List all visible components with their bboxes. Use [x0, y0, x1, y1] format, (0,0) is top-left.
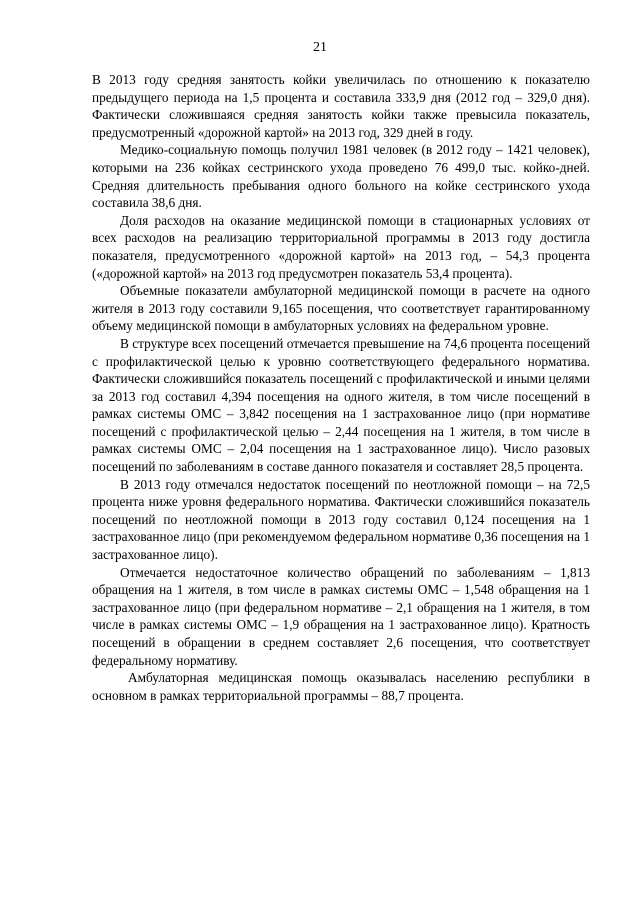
paragraph-outpatient-volume: Объемные показатели амбулаторной медицинской помощи в расчете на одного жителя в 2013 году составили 9,165 посещения, что соответствует гарантированному объему медицинской помощи в амбулаторных условиях на федеральном уровне.	[92, 283, 590, 334]
paragraph-inpatient-expenses: Доля расходов на оказание медицинской помощи в стационарных условиях от всех расходов на реализацию территориальной программы в 2013 году достигла показателя, предусмотренного «дорожной картой» на 2013 год, – 54,3 процента («дорожной картой» на 2013 год предусмотрен показатель 53,4 процента).	[92, 212, 590, 281]
paragraph-medico-social-care: Медико-социальную помощь получил 1981 человек (в 2012 году – 1421 человек), которыми на 236 койках сестринского ухода проведено 76 499,0 тыс. койко-дней. Средняя длительность пребывания одного больного на койке сестринского ухода составила 38,6 дня.	[92, 142, 590, 211]
paragraph-emergency-visits: В 2013 году отмечался недостаток посещений по неотложной помощи – на 72,5 процента ниже уровня федерального норматива. Фактически сложившийся показатель посещений по неотложной помощи в 2013 году составил 0,124 посещения на 1 застрахованное лицо (при рекомендуемом федеральном нормативе 0,36 посещения на 1 застрахованное лицо).	[92, 476, 590, 563]
paragraph-outpatient-share: Амбулаторная медицинская помощь оказывалась населению республики в основном в рамках территориальной программы – 88,7 процента.	[92, 670, 590, 703]
page-number: 21	[313, 40, 327, 55]
document-body	[92, 71, 590, 704]
paragraph-disease-appeals: Отмечается недостаточное количество обращений по заболеваниям – 1,813 обращения на 1 жителя, в том числе в рамках системы ОМС – 1,548 обращения на 1 застрахованное лицо (при федеральном нормативе – 2,1 обращения на 1 жителя, в том числе в рамках системы ОМС – 1,9 обращения на 1 застрахованное лицо). Кратность посещений в обращении в среднем составляет 2,6 посещения, что соответствует федеральному нормативу.	[92, 564, 590, 668]
paragraph-visit-structure: В структуре всех посещений отмечается превышение на 74,6 процента посещений с профилактической целью к уровню соответствующего федерального норматива. Фактически сложившийся показатель посещений с профилактической и иными целями за 2013 год составил 4,394 посещения на одного жителя, в том числе посещений в рамках системы ОМС – 3,842 посещения на 1 застрахованное лицо (при нормативе посещений с профилактической целью – 2,44 посещения на 1 жителя, в том числе в рамках системы ОМС – 2,04 посещения на 1 застрахованное лицо). Число разовых посещений по заболеваниям в составе данного показателя и составляет 28,5 процента.	[92, 335, 590, 475]
paragraph-bed-occupancy: В 2013 году средняя занятость койки увеличилась по отношению к показателю предыдущего периода на 1,5 процента и составила 333,9 дня (2012 год – 329,0 дня). Фактически сложившаяся средняя занятость койки также превысила показатель, предусмотренный «дорожной картой» на 2013 год, 329 дней в году.	[92, 72, 590, 140]
